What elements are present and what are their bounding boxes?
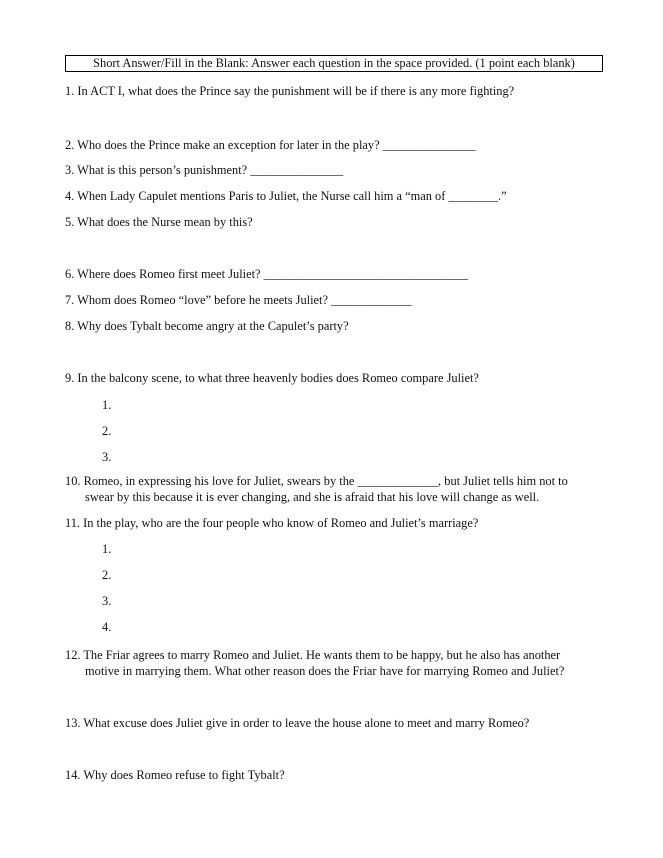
question-11-item-3: 3. bbox=[102, 594, 112, 608]
question-9-item-2: 2. bbox=[102, 424, 112, 438]
question-11-item-4: 4. bbox=[102, 620, 112, 634]
question-11: 11. In the play, who are the four people who know of Romeo and Juliet’s marriage? bbox=[65, 516, 479, 530]
question-7: 7. Whom does Romeo “love” before he meets Juliet? _____________ bbox=[65, 293, 412, 307]
question-12-line-2: motive in marrying them. What other reason does the Friar have for marrying Romeo and Juliet? bbox=[85, 664, 565, 678]
question-14: 14. Why does Romeo refuse to fight Tybalt? bbox=[65, 768, 285, 782]
question-10-line-2: swear by this because it is ever changing, and she is afraid that his love will change as well. bbox=[85, 490, 540, 504]
question-1: 1. In ACT I, what does the Prince say the punishment will be if there is any more fighting? bbox=[65, 84, 515, 98]
question-12-line-1: 12. The Friar agrees to marry Romeo and Juliet. He wants them to be happy, but he also has another bbox=[65, 648, 561, 662]
instructions-header: Short Answer/Fill in the Blank: Answer each question in the space provided. (1 point each blank) bbox=[65, 55, 603, 72]
question-11-item-2: 2. bbox=[102, 568, 112, 582]
question-13: 13. What excuse does Juliet give in order to leave the house alone to meet and marry Romeo? bbox=[65, 716, 530, 730]
question-5: 5. What does the Nurse mean by this? bbox=[65, 215, 253, 229]
question-10-line-1: 10. Romeo, in expressing his love for Juliet, swears by the _____________, but Juliet tells him not to bbox=[65, 474, 568, 488]
question-9-item-1: 1. bbox=[102, 398, 112, 412]
question-4: 4. When Lady Capulet mentions Paris to Juliet, the Nurse call him a “man of ________.” bbox=[65, 189, 507, 203]
question-8: 8. Why does Tybalt become angry at the Capulet’s party? bbox=[65, 319, 349, 333]
question-3: 3. What is this person’s punishment? _______________ bbox=[65, 163, 344, 177]
question-9-item-3: 3. bbox=[102, 450, 112, 464]
question-2: 2. Who does the Prince make an exception for later in the play? _______________ bbox=[65, 138, 476, 152]
question-9: 9. In the balcony scene, to what three heavenly bodies does Romeo compare Juliet? bbox=[65, 371, 479, 385]
question-11-item-1: 1. bbox=[102, 542, 112, 556]
question-6: 6. Where does Romeo first meet Juliet? _________________________________ bbox=[65, 267, 469, 281]
